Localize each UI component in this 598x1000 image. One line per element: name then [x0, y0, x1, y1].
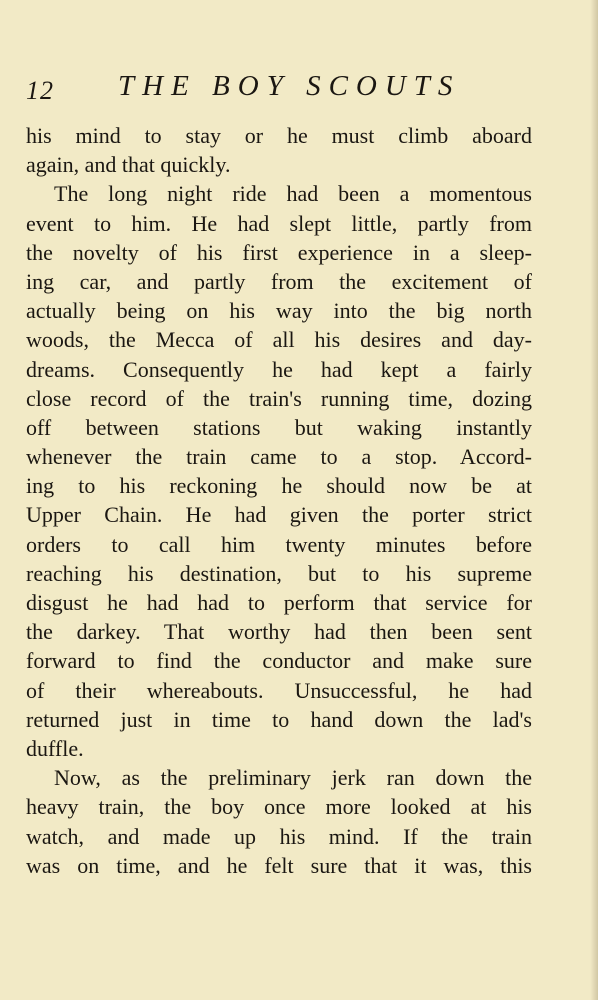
body-text	[26, 121, 532, 880]
text-line: woods, the Mecca of all his desires and day-	[26, 327, 532, 353]
text-line: Upper Chain. He had given the porter strict	[26, 502, 532, 528]
page-number: 12	[26, 76, 54, 105]
text-line: Now, as the preliminary jerk ran down the	[54, 765, 532, 791]
text-line: his mind to stay or he must climb aboard	[26, 123, 532, 148]
text-line: reaching his destination, but to his supreme	[26, 560, 532, 586]
text-line: was on time, and he felt sure that it was, this	[26, 852, 532, 878]
text-line: duffle.	[26, 735, 84, 761]
text-line: of their whereabouts. Unsuccessful, he had	[26, 677, 532, 703]
text-line: actually being on his way into the big north	[26, 298, 532, 324]
text-line: orders to call him twenty minutes before	[26, 531, 532, 557]
text-line: event to him. He had slept little, partly from	[26, 210, 532, 236]
text-line: close record of the train's running time, dozing	[26, 385, 532, 411]
text-line: watch, and made up his mind. If the train	[26, 823, 532, 849]
text-line: The long night ride had been a momentous	[54, 181, 532, 207]
page-edge-shadow	[590, 0, 598, 1000]
text-line: ing to his reckoning he should now be at	[26, 473, 532, 499]
text-line: again, and that quickly.	[26, 152, 231, 178]
text-line: ing car, and partly from the excitement of	[26, 268, 532, 294]
page-header	[26, 70, 546, 110]
text-line: disgust he had had to perform that service for	[26, 590, 532, 615]
text-line: dreams. Consequently he had kept a fairly	[26, 356, 532, 382]
text-line: returned just in time to hand down the lad's	[26, 706, 532, 732]
text-line: whenever the train came to a stop. Accord-	[26, 444, 532, 470]
text-line: off between stations but waking instantly	[26, 414, 532, 440]
text-line: heavy train, the boy once more looked at his	[26, 794, 532, 820]
text-line: the darkey. That worthy had then been sent	[26, 619, 532, 645]
text-line: the novelty of his first experience in a sleep-	[26, 239, 532, 265]
text-line: forward to find the conductor and make sure	[26, 648, 532, 674]
running-head: THE BOY SCOUTS	[118, 70, 461, 102]
